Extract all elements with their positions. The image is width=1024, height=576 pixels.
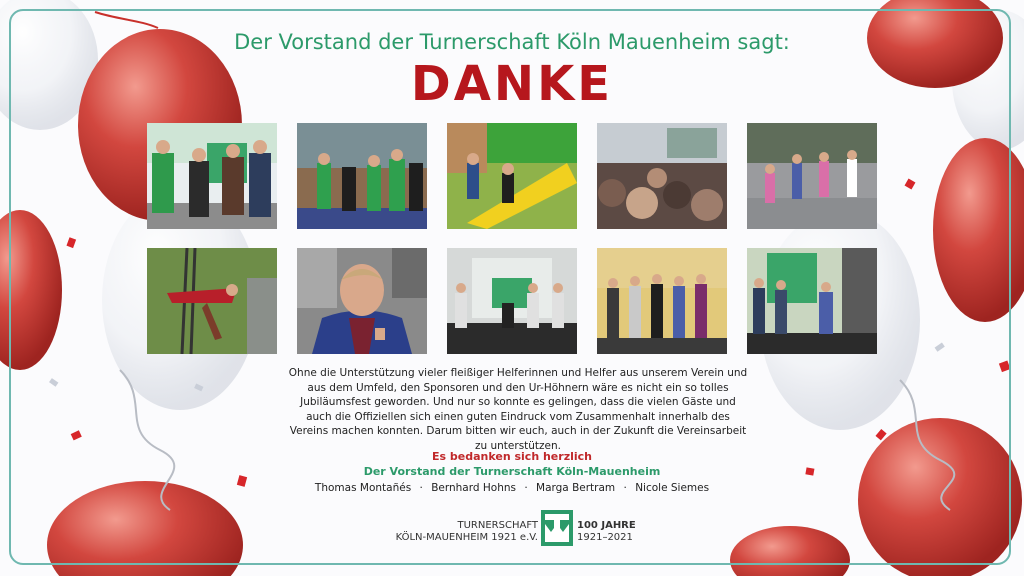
photo-singers-stage <box>597 248 727 354</box>
photo-team-on-stage <box>147 123 277 229</box>
thanks-line: Es bedanken sich herzlich <box>431 450 592 463</box>
name-separator: · <box>419 482 423 494</box>
board-members <box>0 482 1024 494</box>
club-name-line1: TURNERSCHAFT <box>457 520 538 531</box>
headline: Der Vorstand der Turnerschaft Köln Mauenheim sagt: <box>234 30 790 54</box>
photo-dancers <box>747 123 877 229</box>
member-name: Bernhard Hohns <box>431 482 516 494</box>
red-balloon-bottom <box>730 526 850 576</box>
anniversary-title: 100 JAHRE <box>577 520 636 531</box>
red-balloon-bottom-left <box>47 481 243 576</box>
member-name: Marga Bertram <box>536 482 616 494</box>
photo-smiling-man <box>297 248 427 354</box>
red-balloon-right <box>933 138 1024 322</box>
name-separator: · <box>524 482 528 494</box>
anniversary-years: 1921–2021 <box>577 532 633 543</box>
board-line: Der Vorstand der Turnerschaft Köln-Mauenheim <box>363 465 661 478</box>
red-balloon-left <box>0 210 62 370</box>
body-paragraph: Ohne die Unterstützung vieler fleißiger Helferinnen und Helfer aus unserem Verein und aus dem Umfeld, den Sponsoren und den Ur-Höhnern wäre es nicht ein so tolles Jubiläumsfest geworden. Und nur so konnte es gelingen, dass die vielen Gäste und auch die Offiziellen sich einen guten Eindruck vom Zusammenhalt innerhalb des Vereins machen konnten. Darum bitten wir euch, auch in der Zukunft die Vereinsarbeit zu unterstützen. <box>288 367 748 452</box>
photo-crowd <box>597 123 727 229</box>
club-name-block <box>388 520 538 544</box>
club-logo-icon <box>541 510 573 546</box>
club-name-line2: KÖLN-MAUENHEIM 1921 e.V. <box>395 532 538 543</box>
photo-aerial-acrobat <box>147 248 277 354</box>
member-name: Thomas Montañés <box>314 482 412 494</box>
danke-title: DANKE <box>410 56 614 112</box>
name-separator: · <box>623 482 627 494</box>
red-balloon-bottom-right <box>858 418 1022 576</box>
photo-musicians-stage <box>747 248 877 354</box>
photo-bouncy-castle <box>447 123 577 229</box>
anniversary-block <box>577 520 667 544</box>
photo-parade <box>297 123 427 229</box>
photo-band-stage <box>447 248 577 354</box>
member-name: Nicole Siemes <box>635 482 710 494</box>
